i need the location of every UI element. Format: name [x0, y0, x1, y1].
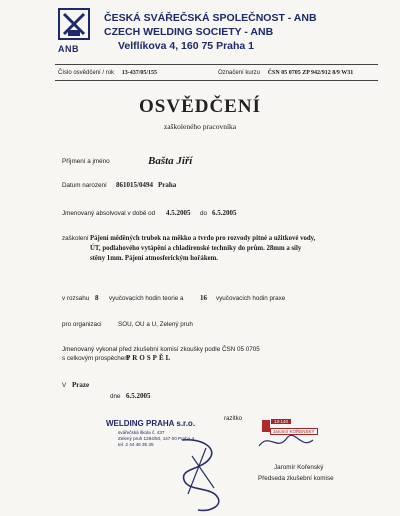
practice-hours: 16 — [200, 294, 207, 302]
date-value: 6.5.2005 — [126, 392, 151, 400]
date-label: dne — [110, 393, 121, 400]
society-name-cz: ČESKÁ SVÁŘEČSKÁ SPOLEČNOST - ANB — [104, 12, 317, 24]
red-seal-icon — [262, 420, 270, 432]
place-value: Praze — [72, 381, 90, 389]
subject-line: Pájení měděných trubek na měkko a tvrdo pro rozvody pitné a užitkové vody, — [90, 235, 316, 242]
chair-name: Jaromír Kořenský — [274, 464, 324, 471]
society-name-en: CZECH WELDING SOCIETY - ANB — [104, 26, 274, 38]
practice-label: vyučovacích hodin praxe — [216, 295, 286, 302]
birth-label: Datum narození — [62, 182, 107, 189]
stamp-line: Zelený pruh 1294/50, 147 00 Praha 4 — [118, 436, 195, 441]
logo-text: ANB — [58, 44, 79, 54]
stamp-company: WELDING PRAHA s.r.o. — [106, 419, 196, 428]
course-label: Jmenovaný absolvoval v době od — [62, 210, 156, 217]
stamp-label: razítko — [224, 416, 243, 422]
reference-rule — [55, 80, 378, 81]
course-standard — [218, 70, 353, 76]
course-to-label: do — [200, 210, 208, 217]
organization-label: pro organizaci — [62, 321, 102, 328]
certificate-number — [58, 70, 157, 76]
name-label: Příjmení a jméno — [62, 158, 110, 165]
birth-value: 861015/0494 — [116, 181, 153, 189]
certificate-subtitle: zaškoleného pracovníka — [163, 122, 237, 131]
certificate-title: OSVĚDČENÍ — [139, 96, 261, 117]
result-label: s celkovým prospěchem — [62, 355, 130, 362]
stamp-line: tel. 2 44 46 35 35 — [118, 442, 154, 447]
certificate-number-label: Číslo osvědčení / rok — [58, 70, 115, 76]
exam-statement: Jmenovaný vykonal před zkušební komisí zkoušky podle ČSN 05 0705 — [62, 346, 260, 353]
subject-line: stěny 1mm. Pájení atmosferickým hořákem. — [90, 255, 218, 262]
course-standard-value: ČSN 05 0705 ZP 942/912 8/9 W31 — [267, 70, 354, 76]
subject-text — [90, 234, 360, 264]
place-label: V — [62, 382, 67, 389]
birth-place: Praha — [158, 181, 177, 189]
organization-value: SOU, OU a U, Zelený pruh — [118, 321, 193, 328]
subject-label: zaškolení — [62, 235, 89, 242]
handwritten-signature-left — [162, 428, 242, 514]
theory-label: vyučovacích hodin teorie a — [109, 295, 184, 302]
stamp-line: svářečská škola č. 437 — [118, 430, 165, 435]
course-standard-label: Označení kurzu — [218, 70, 261, 76]
examiner-badge-code: 13-140 — [271, 419, 291, 424]
header-rule — [55, 64, 378, 65]
chair-role: Předseda zkušební komise — [258, 475, 334, 482]
holder-name: Bašta Jiří — [148, 155, 193, 167]
subject-line: ÚT, podlahového vytápění a chladírenské techniky do prům. 28mm a síly — [90, 245, 302, 252]
result-value: PROSPĚL — [126, 354, 173, 362]
society-address: Velflíkova 4, 160 75 Praha 1 — [118, 40, 255, 52]
theory-hours: 8 — [95, 294, 99, 302]
examiner-badge-name: Jaromír KOŘENSKÝ — [270, 428, 318, 435]
course-to: 6.5.2005 — [212, 209, 237, 217]
course-from: 4.5.2005 — [166, 209, 191, 217]
certificate-number-value: 13-437/05/155 — [121, 70, 158, 76]
scope-label: v rozsahu — [62, 295, 90, 302]
